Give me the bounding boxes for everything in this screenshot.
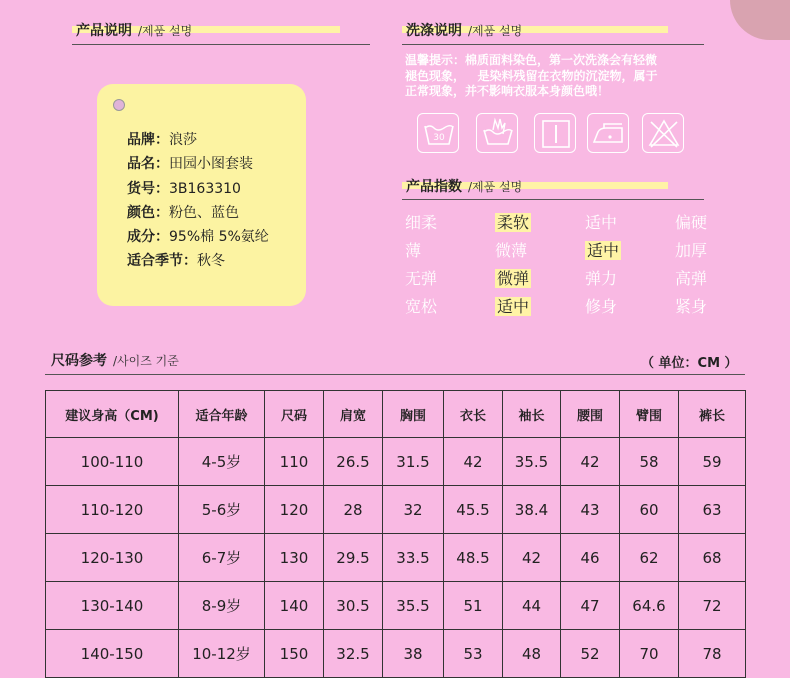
table-cell: 46 xyxy=(561,534,620,582)
column-header: 尺码 xyxy=(265,391,324,438)
table-cell: 30.5 xyxy=(324,582,383,630)
wash-30-icon xyxy=(417,113,459,153)
unit-label: （ 单位：CM ） xyxy=(641,356,738,371)
index-option: 修身 xyxy=(585,297,618,316)
table-cell: 38 xyxy=(383,630,444,678)
table-cell: 78 xyxy=(679,630,746,678)
season-row: 适合季节：秋冬 xyxy=(127,253,225,270)
column-header: 衣长 xyxy=(444,391,503,438)
divider xyxy=(402,199,704,200)
table-cell: 28 xyxy=(324,486,383,534)
size-title: 尺码参考 xyxy=(51,353,107,369)
material-row: 成分：95%棉 5%氨纶 xyxy=(127,229,269,246)
divider xyxy=(45,374,745,375)
index-option: 细柔 xyxy=(405,213,438,232)
index-heading xyxy=(402,176,672,194)
table-cell: 58 xyxy=(620,438,679,486)
index-option: 薄 xyxy=(405,241,422,260)
corner-decoration xyxy=(730,0,790,40)
name-row: 品名：田园小图套装 xyxy=(127,156,253,173)
index-subtitle: /제품 설명 xyxy=(468,180,523,194)
table-cell: 59 xyxy=(679,438,746,486)
table-cell: 48 xyxy=(503,630,561,678)
table-cell: 10-12岁 xyxy=(179,630,265,678)
size-subtitle: /사이즈 기준 xyxy=(113,354,179,368)
index-option: 紧身 xyxy=(675,297,708,316)
index-option: 微薄 xyxy=(495,241,528,260)
index-option: 高弹 xyxy=(675,269,708,288)
table-cell: 43 xyxy=(561,486,620,534)
table-header-row xyxy=(46,391,746,438)
column-header: 适合年龄 xyxy=(179,391,265,438)
table-cell: 42 xyxy=(444,438,503,486)
table-cell: 110 xyxy=(265,438,324,486)
table-cell: 42 xyxy=(503,534,561,582)
table-cell: 48.5 xyxy=(444,534,503,582)
line-dry-icon xyxy=(534,113,576,153)
table-cell: 120 xyxy=(265,486,324,534)
column-header: 腰围 xyxy=(561,391,620,438)
table-cell: 68 xyxy=(679,534,746,582)
table-cell: 45.5 xyxy=(444,486,503,534)
color-row: 颜色：粉色、蓝色 xyxy=(127,204,239,221)
table-cell: 33.5 xyxy=(383,534,444,582)
wash-title: 洗涤说明 xyxy=(406,23,462,39)
table-cell: 38.4 xyxy=(503,486,561,534)
product-desc-title: 产品说明 xyxy=(76,23,132,39)
index-option: 无弹 xyxy=(405,269,438,288)
column-header: 胸围 xyxy=(383,391,444,438)
table-cell: 32 xyxy=(383,486,444,534)
table-row xyxy=(46,486,746,534)
table-cell: 35.5 xyxy=(383,582,444,630)
size-table xyxy=(45,390,746,678)
index-option-selected: 适中 xyxy=(587,241,620,260)
table-cell: 26.5 xyxy=(324,438,383,486)
wash-heading xyxy=(402,20,672,38)
hand-wash-icon xyxy=(476,113,518,153)
product-desc-heading xyxy=(72,20,342,38)
wash-subtitle: /제품 설명 xyxy=(468,24,523,38)
table-cell: 53 xyxy=(444,630,503,678)
divider xyxy=(72,44,370,45)
table-cell: 8-9岁 xyxy=(179,582,265,630)
table-cell: 110-120 xyxy=(46,486,179,534)
column-header: 裤长 xyxy=(679,391,746,438)
table-cell: 35.5 xyxy=(503,438,561,486)
column-header: 建议身高（CM) xyxy=(46,391,179,438)
no-bleach-icon xyxy=(642,113,684,153)
index-option: 加厚 xyxy=(675,241,708,260)
table-cell: 31.5 xyxy=(383,438,444,486)
index-option: 宽松 xyxy=(405,297,438,316)
table-cell: 52 xyxy=(561,630,620,678)
table-cell: 140 xyxy=(265,582,324,630)
table-cell: 70 xyxy=(620,630,679,678)
column-header: 臂围 xyxy=(620,391,679,438)
size-heading xyxy=(48,350,348,368)
index-option-selected: 柔软 xyxy=(497,213,530,232)
table-row xyxy=(46,438,746,486)
column-header: 肩宽 xyxy=(324,391,383,438)
table-cell: 130 xyxy=(265,534,324,582)
tag-hole xyxy=(113,99,125,111)
care-note: 温馨提示：棉质面料染色，第一次洗涤会有轻微 褪色现象， 是染料残留在衣物的沉淀物，属于 正常现象，并不影响衣服本身颜色哦！ xyxy=(405,53,658,98)
index-option: 弹力 xyxy=(585,269,618,288)
table-cell: 150 xyxy=(265,630,324,678)
table-cell: 44 xyxy=(503,582,561,630)
table-cell: 140-150 xyxy=(46,630,179,678)
iron-icon xyxy=(587,113,629,153)
index-option: 偏硬 xyxy=(675,213,708,232)
index-option-selected: 适中 xyxy=(497,297,530,316)
table-cell: 72 xyxy=(679,582,746,630)
table-cell: 47 xyxy=(561,582,620,630)
table-row xyxy=(46,534,746,582)
table-cell: 62 xyxy=(620,534,679,582)
table-cell: 6-7岁 xyxy=(179,534,265,582)
table-cell: 42 xyxy=(561,438,620,486)
table-cell: 4-5岁 xyxy=(179,438,265,486)
brand-row: 品牌：浪莎 xyxy=(127,132,197,148)
table-cell: 51 xyxy=(444,582,503,630)
product-desc-subtitle: /제품 설명 xyxy=(138,24,193,38)
sku-row: 货号：3B163310 xyxy=(127,180,241,197)
column-header: 袖长 xyxy=(503,391,561,438)
table-cell: 29.5 xyxy=(324,534,383,582)
table-row xyxy=(46,630,746,678)
index-option: 适中 xyxy=(585,213,618,232)
table-cell: 130-140 xyxy=(46,582,179,630)
table-cell: 100-110 xyxy=(46,438,179,486)
index-title: 产品指数 xyxy=(406,179,462,195)
table-cell: 63 xyxy=(679,486,746,534)
index-option-selected: 微弹 xyxy=(497,269,530,288)
table-cell: 60 xyxy=(620,486,679,534)
table-cell: 32.5 xyxy=(324,630,383,678)
divider xyxy=(402,44,704,45)
product-tag-card xyxy=(97,84,306,306)
wash-temp-label: 30 xyxy=(433,133,445,143)
table-row xyxy=(46,582,746,630)
table-cell: 120-130 xyxy=(46,534,179,582)
table-cell: 5-6岁 xyxy=(179,486,265,534)
table-cell: 64.6 xyxy=(620,582,679,630)
